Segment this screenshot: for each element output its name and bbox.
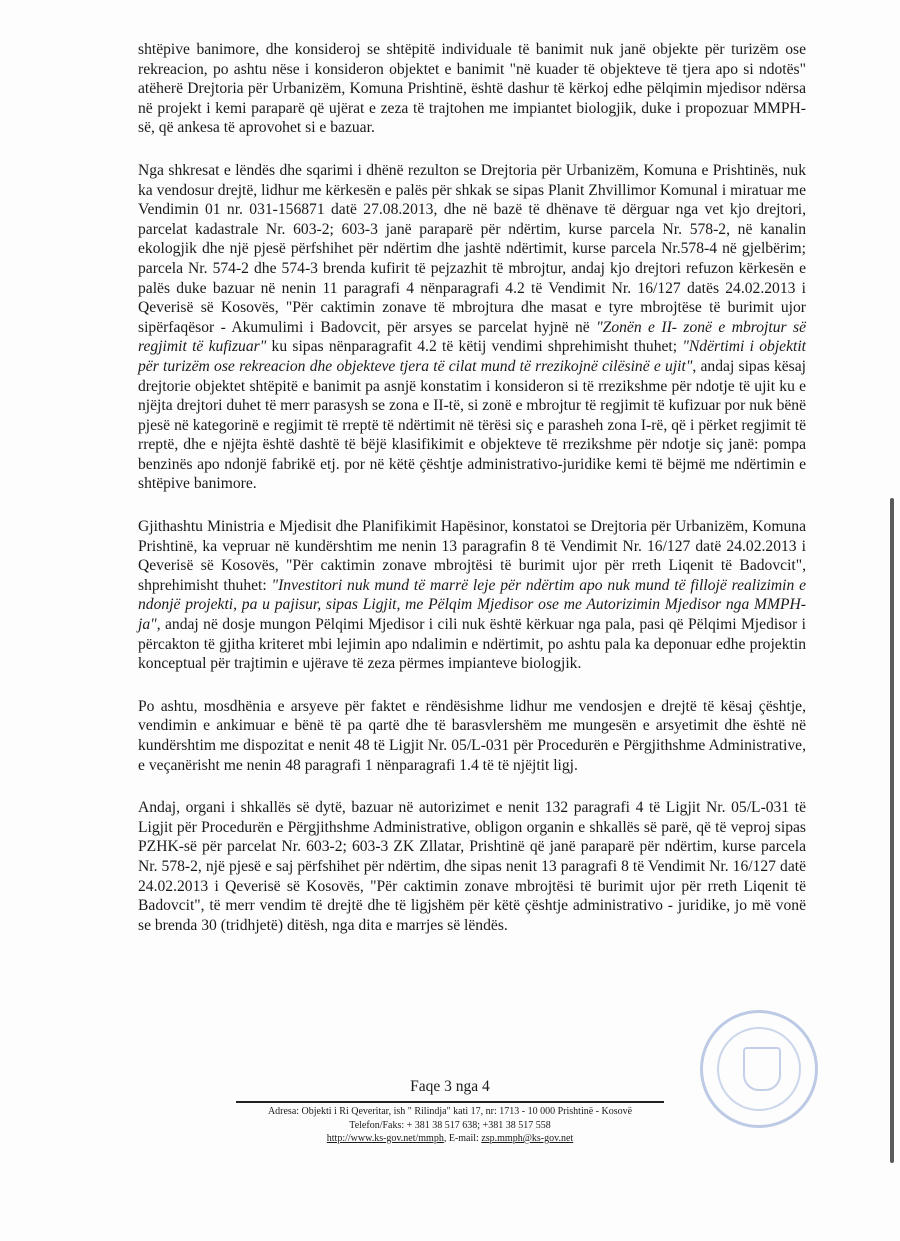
footer-phone: Telefon/Faks: + 381 38 517 638; +381 38 517 558 <box>349 1119 551 1131</box>
paragraph-5: Andaj, organi i shkallës së dytë, bazuar në autorizimet e nenit 132 paragrafi 4 të Ligjit Nr. 05/L-031 të Ligjit për Procedurën e Përgjithshme Administrative, obligon organin e shkallës së parë, që të veproj sipas PZHK-së për parcelat Nr. 603-2; 603-3 ZK Zllatar, Prishtinë që janë paraparë për ndërtim, kurse parcela Nr. 578-2, një pjesë e saj përfshihet për ndërtim, dhe sipas nenit 13 paragrafi 8 të Vendimit Nr. 16/127 datë 24.02.2013 i Qeverisë së Kosovës, "Për caktimin zonave mbrojtësi të burimit ujor për rreth Liqenit të Badovcit", të merr vendim të drejtë dhe të ligjshëm për këtë çështje administrativo - juridike, jo më vonë se brenda 30 (tridhjetë) ditësh, nga dita e marrjes së lëndës. <box>138 799 806 934</box>
page-footer <box>200 1105 700 1146</box>
paragraph-2: Nga shkresat e lëndës dhe sqarimi i dhënë rezulton se Drejtoria për Urbanizëm, Komuna e Prishtinës, nuk ka vendosur drejtë, lidhur me kërkesën e palës për shkak se sipas Planit Zhvillimor Komunal i miratuar me Vendimin 01 nr. 031-156871 datë 27.08.2013, dhe në bazë të dhënave të dërguar nga vet kjo drejtori, parcelat kadastrale Nr. 603-2; 603-3 janë paraparë për ndërtim, kurse parcela Nr. 578-2, në kanalin ekologjik dhe një pjesë përfshihet për ndërtim dhe jashtë ndërtimit, kurse parcela Nr.578-4 në gjelbërim; parcela Nr. 574-2 dhe 574-3 brenda kufirit të pejzazhit të mbrojtur, andaj kjo drejtori refuzon kërkesën e palës duke bazuar në nenin 11 paragrafi 4 nënparagrafi 4.2 të Vendimit Nr. 16/127 datës 24.02.2013 i Qeverisë së Kosovës, "Për caktimin zonave të mbrojtura dhe masat e tyre mbrojtëse të burimit ujor sipërfaqësor - Akumulimi i Badovcit, për arsyes se parcelat hyjnë në "Zonën e II- zonë e mbrojtur së regjimit të kufizuar" ku sipas nënparagrafit 4.2 të këtij vendimi shprehimisht thuhet; "Ndërtimi i objektit për turizëm ose rekreacion dhe objekteve tjera të cilat mund të rrezikojnë cilësinë e ujit", andaj sipas kësaj drejtorie objektet shtëpitë e banimit pa asnjë konstatim i konsideron si të rrezikshme për ndotje të ujit ku e njëjta drejtori duhet të merr parasysh se zona e II-të, si zonë e mbrojtur të regjimit të kufizuar por nuk bënë pjesë në kategorinë e regjimit të rreptë të ndërtimit në tërësi siç e parasheh zona I-rë, që i përket regjimit të rreptë, dhe e njëjta është dashtë të bëjë klasifikimit e objekteve të rrezikshme për ndotje siç janë: pompa benzinës apo ndonjë fabrikë etj. por në këtë çështje administrativo-juridike kemi të bëjmë me ndërtimin e shtëpive banimore. <box>138 161 807 493</box>
page-number: Faqe 3 nga 4 <box>410 1078 490 1095</box>
footer-address: Adresa: Objekti i Ri Qeveritar, ish " Rilindja" kati 17, nr: 1713 - 10 000 Prishtinë - Kosovë <box>267 1106 633 1117</box>
official-stamp-icon <box>700 1010 818 1128</box>
website-link[interactable]: http://www.ks-gov.net/mmph <box>326 1133 444 1144</box>
paragraph-3: Gjithashtu Ministria e Mjedisit dhe Planifikimit Hapësinor, konstatoi se Drejtoria për Urbanizëm, Komuna Prishtinë, ka vepruar në kundërshtim me nenin 13 paragrafin 8 të Vendimit Nr. 16/127 datë 24.02.2013 i Qeverisë së Kosovës, "Për caktimin zonave mbrojtësi të burimit ujor për rreth Liqenit të Badovcit", shprehimisht thuhet: "Investitori nuk mund të marrë leje për ndërtim apo nuk mund të fillojë realizimin e ndonjë projekti, pa u pajisur, sipas Ligjit, me Pëlqim Mjedisor ose me Autorizimin Mjedisor nga MMPH-ja", andaj në dosje mungon Pëlqimi Mjedisor i cili nuk është kërkuar nga pala, pasi që Pëlqimi Mjedisor i përcakton të gjitha kriteret mbi lejimin apo ndalimin e ndërtimit, po ashtu pala ka deponuar edhe projektin konceptual për trajtimin e ujërave të zeza përmes impianteve biologjik. <box>138 518 806 673</box>
footer-divider <box>236 1101 664 1103</box>
paragraph-1: shtëpive banimore, dhe konsideroj se shtëpitë individuale të banimit nuk janë objekte për turizëm ose rekreacion, po ashtu nëse i konsideron objektet e banimit "në kuader të objekteve të tjera apo si ndotës" atëherë Drejtoria për Urbanizëm, Komuna Prishtinë, është dashur të kërkoj edhe pëlqimin mjedisor ndërsa në projekt i kemi paraparë që ujërat e zeza të trajtohen me impiantet biologjik, duke i propozuar MMPH-së, që ankesa të aprovohet si e bazuar. <box>138 41 806 137</box>
email-label: , E-mail: <box>443 1133 482 1144</box>
document-body <box>138 40 806 958</box>
quoted-zone-name: "Zonën e II- zonë e mbrojtur së regjimit të kufizuar" <box>138 318 806 356</box>
scrollbar-thumb[interactable] <box>890 498 894 1163</box>
email-link[interactable]: zsp.mmph@ks-gov.net <box>481 1133 574 1144</box>
quoted-provision: "Ndërtimi i objektit për turizëm ose rekreacion dhe objekteve tjera të cilat mund të rrezikojnë cilësinë e ujit" <box>138 338 807 375</box>
footer-contact <box>200 1132 700 1146</box>
quoted-investor-rule: "Investitori nuk mund të marrë leje për ndërtim apo nuk mund të fillojë realizimin e ndonjë projekti, pa u pajisur, sipas Ligjit, me Pëlqim Mjedisor ose me Autorizimin Mjedisor nga MMPH-ja" <box>138 576 806 634</box>
paragraph-4: Po ashtu, mosdhënia e arsyeve për faktet e rëndësishme lidhur me vendosjen e drejtë të kësaj çështje, vendimin e ankimuar e bënë të pa qartë dhe të barasvlershëm me mungesën e arsyetimit dhe është në kundërshtim me dispozitat e nenit 48 të Ligjit Nr. 05/L-031 për Procedurën e Përgjithshme Administrative, e veçanërisht me nenin 48 paragrafi 1 nënparagrafi 1.4 të të njëjtit ligj. <box>138 697 806 774</box>
